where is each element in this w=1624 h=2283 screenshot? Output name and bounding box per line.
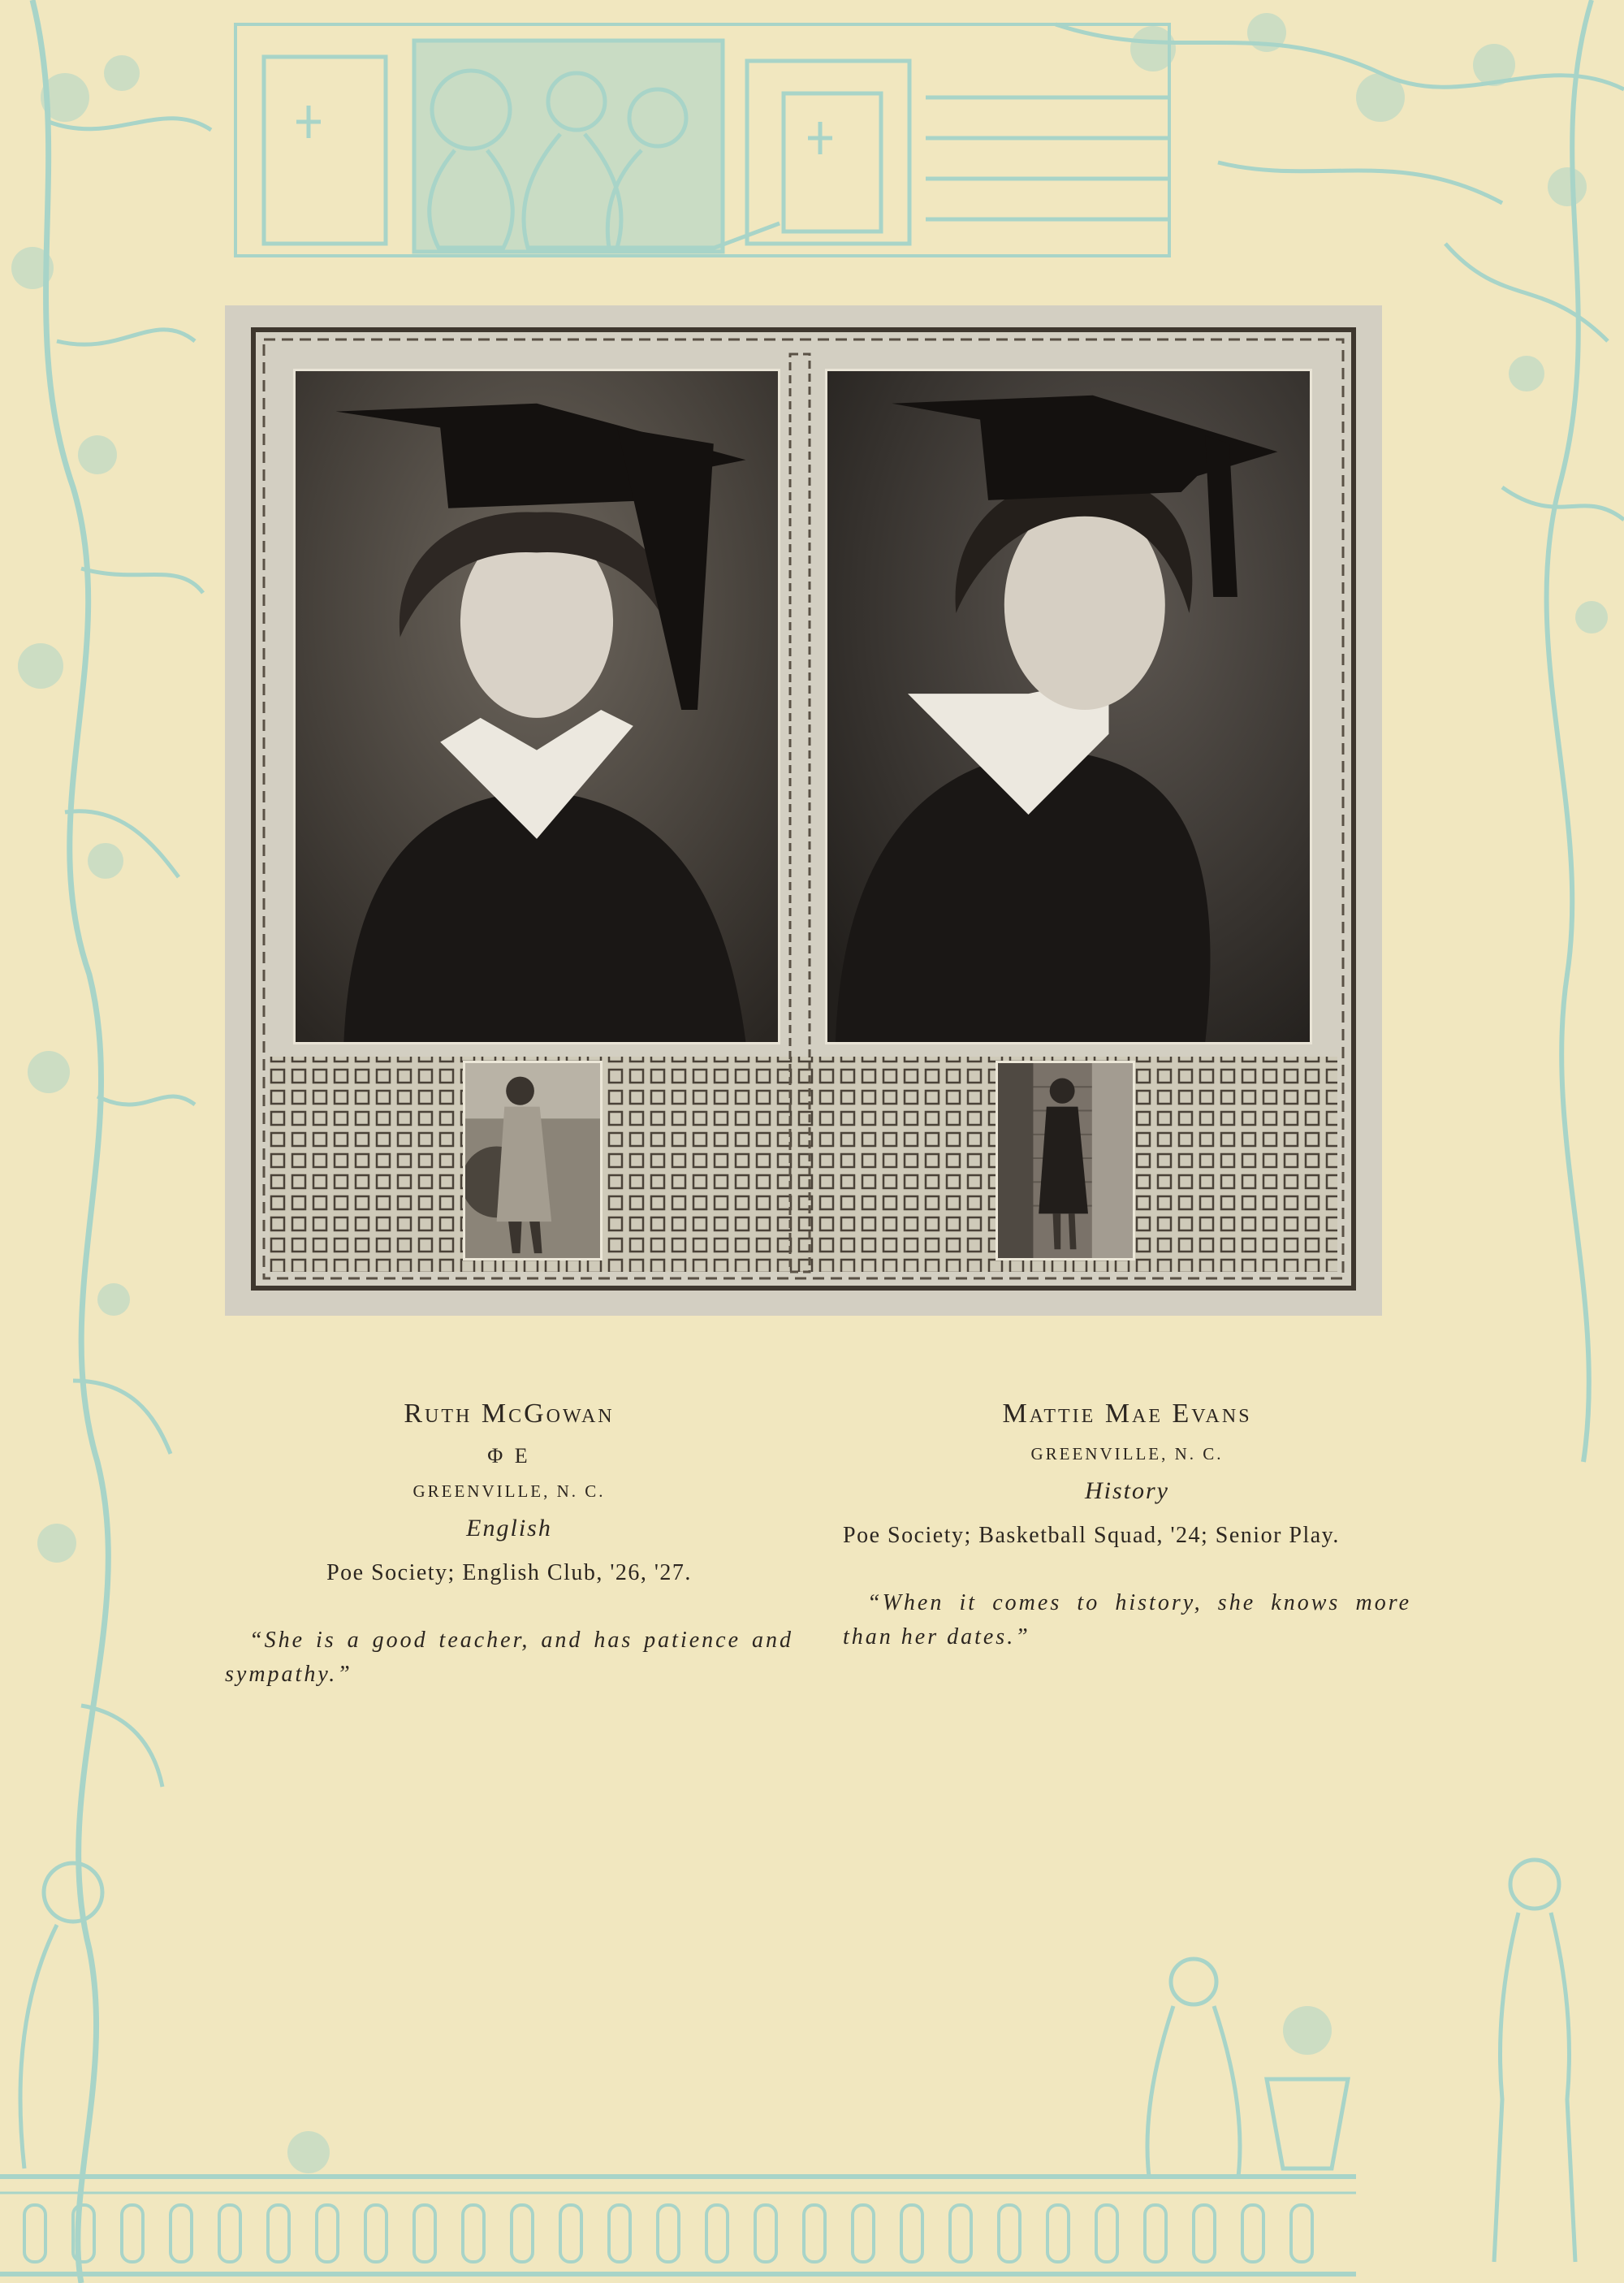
hometown: GREENVILLE, N. C.: [412, 1481, 606, 1501]
senior-entry-mattie-mae-evans: [843, 1399, 1411, 1654]
candid-photo-mattie-mae-evans: [996, 1061, 1135, 1260]
portrait-ruth-mcgowan: [293, 369, 780, 1044]
activities: Poe Society; English Club, '26, '27.: [326, 1560, 692, 1585]
quote: “She is a good teacher, and has patience and sympathy.”: [225, 1628, 793, 1687]
quote: “When it comes to history, she knows more than her dates.”: [843, 1590, 1411, 1650]
hometown: GREENVILLE, N. C.: [1030, 1444, 1224, 1464]
senior-entry-ruth-mcgowan: [225, 1399, 793, 1692]
subject: English: [466, 1515, 552, 1541]
senior-name: Ruth McGowan: [404, 1399, 615, 1429]
activities: Poe Society; Basketball Squad, '24; Senior Play.: [843, 1523, 1340, 1548]
photo-panel: [225, 305, 1382, 1316]
subject: History: [1085, 1477, 1169, 1504]
senior-name: Mattie Mae Evans: [1002, 1399, 1252, 1429]
candid-photo-ruth-mcgowan: [463, 1061, 603, 1260]
fraternity-letters: Φ E: [487, 1444, 531, 1468]
portrait-mattie-mae-evans: [825, 369, 1312, 1044]
